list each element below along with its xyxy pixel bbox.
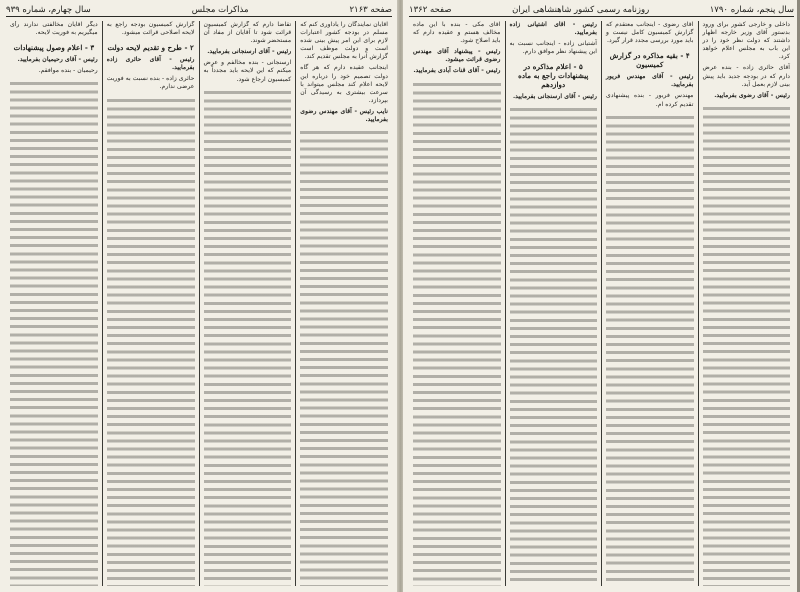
newspaper-title: مذاکرات مجلس — [191, 4, 249, 15]
paragraph: ارسنجانی - بنده مخالفم و عرض میکنم که این لایحه باید مجدداً به کمیسیون ارجاع شود. — [203, 59, 292, 83]
text-block — [606, 114, 694, 586]
paragraph: رئیس - آقای حائری زاده بفرمایید. — [106, 56, 195, 72]
paragraph: رئیس - آقای قنات آبادی بفرمایید. — [413, 67, 501, 75]
left-page — [0, 0, 398, 592]
column — [295, 21, 392, 586]
text-block — [300, 129, 388, 586]
paragraph: رئیس - آقای رحیمیان بفرمایید. — [17, 56, 98, 64]
paragraph: رئیس - آقای مهندس فریور بفرمایید. — [606, 73, 694, 89]
section-heading: ۲ - طرح و تقدیم لایحه دولت — [107, 43, 194, 53]
paragraph: رئیس - آقای ارسنجانی بفرمایید. — [207, 48, 292, 56]
paragraph: آقای حائری زاده - بنده عرض دارم که در بودجه جدید باید پیش بینی لازم بعمل آید. — [702, 64, 790, 88]
left-page-columns — [6, 21, 392, 586]
text-block — [510, 106, 598, 586]
text-block — [204, 89, 292, 586]
page-number: صفحه ۲۱۶۳ — [349, 4, 392, 15]
paragraph: آقای مکی - بنده با این ماده مخالف هستم و عقیده دارم که باید اصلاح شود. — [413, 21, 501, 45]
paragraph: رئیس - آقای ارسنجانی بفرمایید. — [512, 93, 597, 101]
right-page-columns — [409, 21, 794, 586]
column — [6, 21, 102, 586]
right-page-header — [409, 3, 794, 17]
paragraph: آقایان نمایندگان را یادآوری کنم که مسلم در بودجه کشور اعتبارات لازم برای این امر پیش بینی شده است و دولت موظف است گزارش آنرا به مجلس تقدیم کند. — [300, 21, 388, 61]
paragraph: رئیس - پیشنهاد آقای مهندس رضوی قرائت میشود. — [413, 48, 501, 64]
paragraph: حائری زاده - بنده نسبت به فوریت عرضی ندارم. — [106, 75, 195, 91]
paragraph: رئیس - آقای آشتیانی زاده بفرمایید. — [509, 21, 597, 37]
paragraph: اینجانب عقیده دارم که هر گاه دولت تصمیم خود را درباره این لایحه اعلام کند مجلس میتواند با سرعت بیشتری به رسیدگی آن بپردازد. — [300, 64, 388, 104]
text-block — [703, 105, 791, 586]
right-page — [403, 0, 800, 592]
paragraph: دیگر آقایان مخالفتی ندارند رأی میگیریم به فوریت لایحه. — [10, 21, 98, 37]
section-heading: ۳ - اعلام وصول پیشنهادات — [13, 43, 95, 53]
left-page-header — [6, 3, 392, 17]
paragraph: داخلی و خارجی کشور برای ورود بدستور آقای وزیر خارجه اظهار داشتند که دولت نظر خود را در این باب به مجلس اعلام خواهد کرد. — [702, 21, 790, 61]
column — [505, 21, 602, 586]
paragraph: نایب رئیس - آقای مهندس رضوی بفرمایید. — [300, 107, 388, 124]
paragraph: آشتیانی زاده - اینجانب نسبت به این پیشنهاد نظر موافق دارم. — [509, 40, 597, 56]
paragraph: تقاضا دارم که گزارش کمیسیون قرائت شود تا آقایان از مفاد آن مستحضر شوند. — [203, 21, 292, 45]
issue-number: سال چهارم، شماره ۹۳۹ — [6, 4, 91, 15]
paragraph: گزارش کمیسیون بودجه راجع به لایحه اصلاحی قرائت میشود. — [106, 21, 195, 37]
text-block — [10, 80, 98, 586]
paragraph: آقای رضوی - اینجانب معتقدم که گزارش کمیسیون کامل نیست و باید مورد بررسی مجدد قرار گیرد. — [606, 21, 694, 45]
column — [698, 21, 795, 586]
column — [601, 21, 698, 586]
newspaper-title: روزنامه رسمی کشور شاهنشاهی ایران — [512, 4, 650, 15]
text-block — [413, 81, 501, 586]
paragraph: مهندس فریور - بنده پیشنهادی تقدیم کرده ام. — [606, 92, 694, 108]
column — [409, 21, 505, 586]
section-heading: ۴ - بقیه مذاکره در گزارش کمیسیون — [609, 51, 690, 70]
paragraph: رحیمیان - بنده موافقم. — [38, 67, 98, 75]
text-block — [107, 97, 195, 586]
column — [199, 21, 296, 586]
column — [102, 21, 199, 586]
page-number: صفحه ۱۳۶۲ — [409, 4, 452, 15]
issue-number: سال پنجم، شماره ۱۷۹۰ — [709, 4, 794, 15]
paragraph: رئیس - آقای رضوی بفرمایید. — [714, 91, 790, 99]
section-heading: ۵ - اعلام مذاکره در پیشنهادات راجع به ماده دوازدهم — [518, 62, 589, 90]
